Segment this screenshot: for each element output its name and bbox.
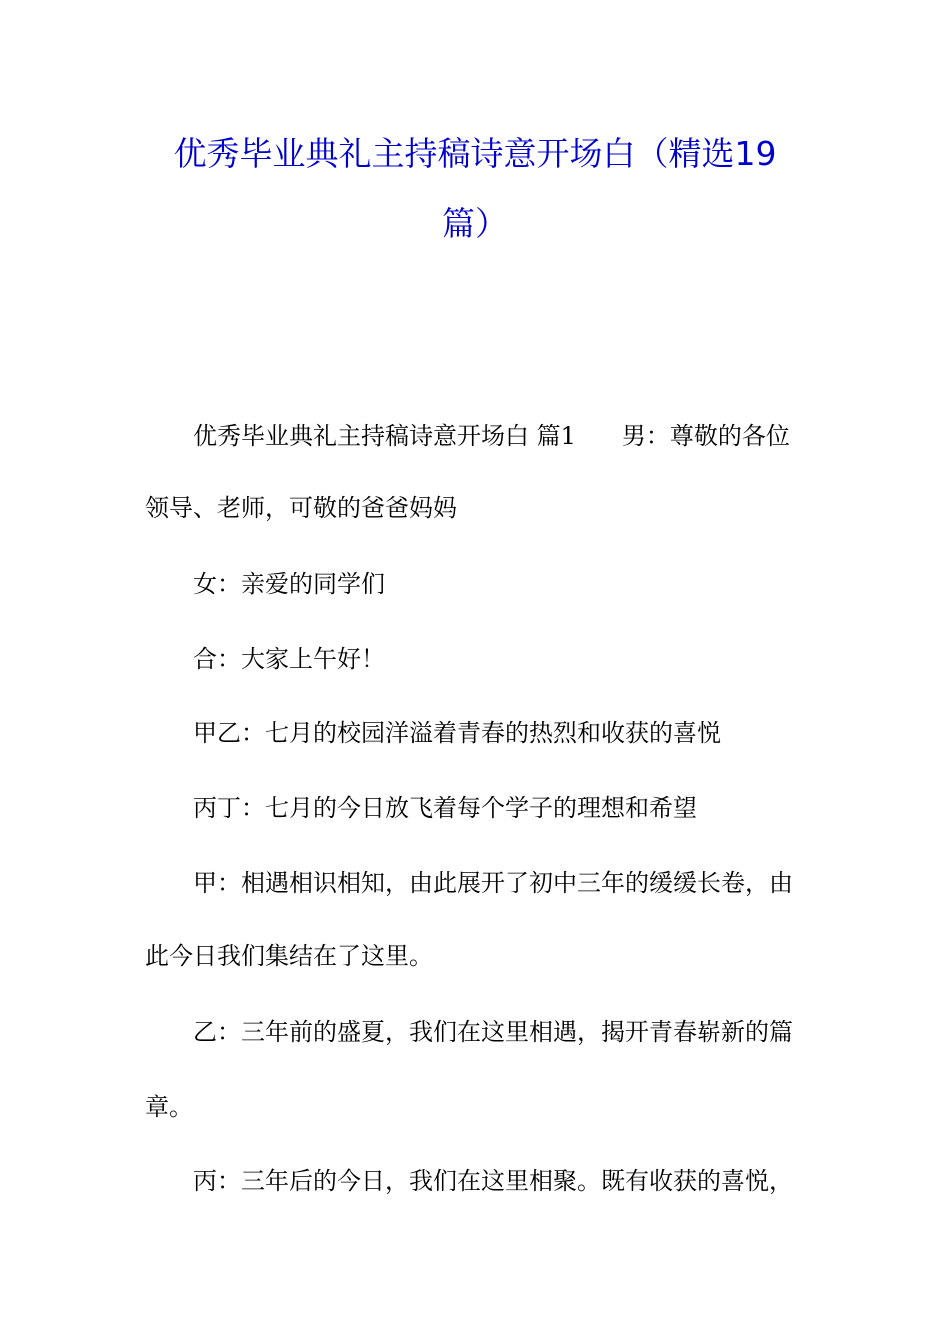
body-line-2: 领导、老师，可敬的爸爸妈妈 [145,494,457,522]
body-line-4: 合：大家上午好！ [193,645,385,673]
body-line-9: 乙：三年前的盛夏，我们在这里相遇，揭开青春崭新的篇 [193,1018,793,1046]
body-line-10: 章。 [145,1093,193,1121]
body-line-11: 丙：三年后的今日，我们在这里相聚。既有收获的喜悦， [193,1167,793,1195]
body-line-1 [193,421,790,451]
section-heading: 优秀毕业典礼主持稿诗意开场白 篇1 [193,422,576,450]
body-line-3: 女：亲爱的同学们 [193,570,385,598]
body-line-8: 此今日我们集结在了这里。 [145,942,433,970]
body-line-7: 甲：相遇相识相知，由此展开了初中三年的缓缓长卷，由 [193,869,793,897]
paragraph-text: 男：尊敬的各位 [621,422,790,450]
document-title-line-1: 优秀毕业典礼主持稿诗意开场白（精选19 [173,134,777,173]
document-title-line-2: 篇） [442,204,508,243]
body-line-6: 丙丁：七月的今日放飞着每个学子的理想和希望 [193,794,697,822]
body-line-5: 甲乙：七月的校园洋溢着青春的热烈和收获的喜悦 [193,719,721,747]
